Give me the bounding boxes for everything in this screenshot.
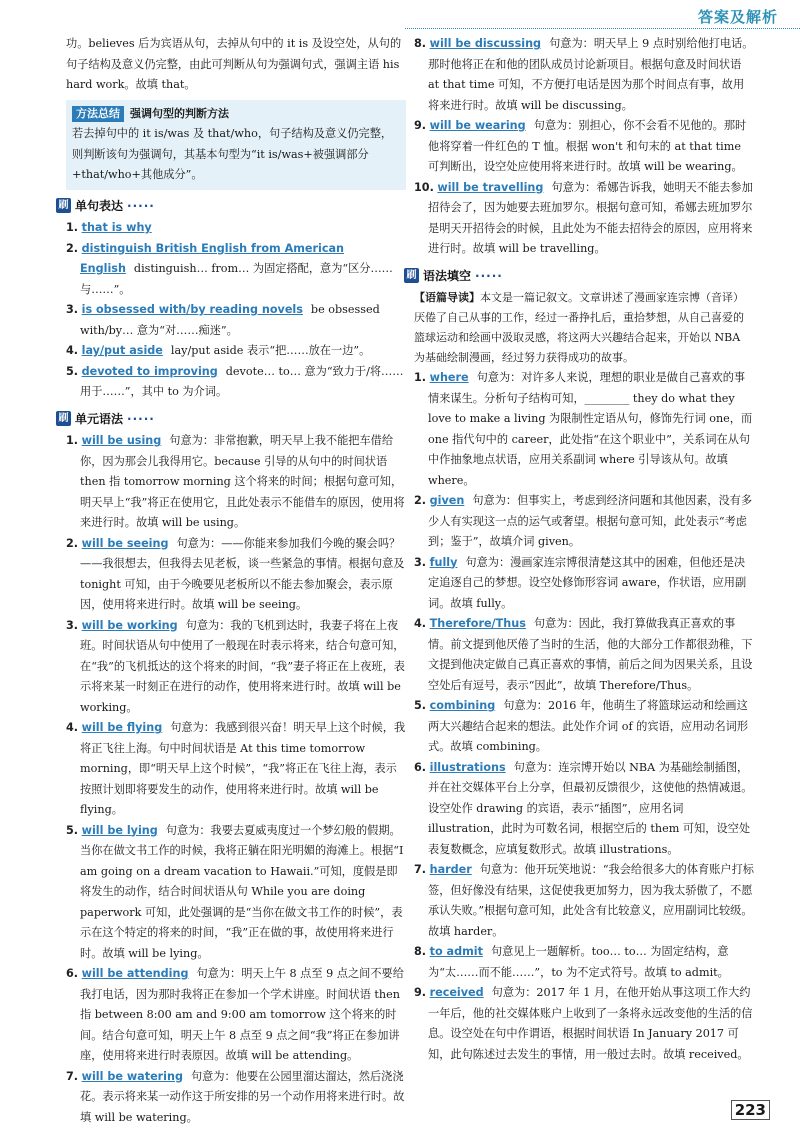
section-badge: 刷 [56,198,71,213]
item-number: 7. [66,1069,79,1083]
answer-text: that is why [81,221,152,234]
header-divider [405,28,800,29]
explanation-text: 句意见上一题解析。too… to… 为固定结构，意为“太……而不能……”，to 为不定式符号。故填 to admit。 [428,945,729,979]
right-column [406,34,754,1065]
answer-text: will be travelling [437,180,544,194]
left-column [58,34,406,1128]
answer-item [414,34,754,116]
item-number: 6. [414,760,427,774]
item-number: 2. [414,494,427,507]
answer-text: combining [429,699,496,712]
item-number: 4. [414,617,427,630]
item-number: 3. [66,618,79,632]
explanation-text: 句意为：2016 年，他萌生了将篮球运动和绘画这两大兴趣结合起来的想法。此处作介词 of 的宾语，应用动名词形式。故填 combining。 [428,699,749,753]
answer-item [414,368,754,491]
answer-text: received [429,986,484,999]
answer-item [66,718,406,821]
answer-text: illustrations [429,760,506,774]
explanation-text: 句意为：我要去夏威夷度过一个梦幻般的假期。当你在做文书工作的时候，我将正躺在阳光明媚的海滩上。根据“I am going on a dream vacation to Hawaii.”可知，度假是即将发生的动作，结合时间状语从句 While you are doing paperwork 可知，此处强调的是“当你在做文书工作的时候”，表示在这个特定的将来的时间，“我”正在做的事，故使用将来进行时。故填 will be lying。 [80,823,404,960]
answer-item [414,614,754,696]
answer-item [414,942,754,983]
item-number: 7. [414,863,427,876]
tip-box [66,100,406,190]
item-number: 5. [66,364,79,378]
unit-grammar-list-cont [414,34,754,260]
unit-grammar-list [66,431,406,1128]
explanation-text: 句意为：2017 年 1 月，在他开始从事这项工作大约一年后，他的社交媒体账户上收到了一条将永远改变他的生活的信息。设空处在句中作谓语，根据时间状语 In January 2017 可知，此句陈述过去发生的事情，用一般过去时。故填 received。 [428,986,753,1061]
item-number: 8. [414,945,427,958]
answer-item [66,821,406,965]
answer-text: harder [429,863,472,876]
answer-text: devoted to improving [81,364,218,378]
answer-text: will be wearing [429,119,526,132]
dots-decoration: ····· [475,268,503,283]
answer-item [66,1067,406,1129]
guide-text: 本文是一篇记叙文。文章讲述了漫画家连宗博（音译）厌倦了自己从事的工作，经过一番挣扎后，重拾梦想，从自己喜爱的篮球运动和绘画中汲取灵感，将这两大兴趣结合起来，开始以 NBA 为基础绘制漫画，经过努力获得成功的故事。 [414,291,744,364]
answer-text: where [429,371,469,384]
item-number: 3. [414,555,427,569]
answer-item [414,696,754,758]
explanation-text: lay/put aside 表示“把……放在一边”。 [170,344,371,357]
answer-text: will be watering [81,1069,183,1083]
answer-text: will be discussing [429,37,542,50]
answer-item [414,758,754,861]
item-number: 5. [414,699,427,712]
explanation-text: 句意为：但事实上，考虑到经济问题和其他因素，没有多少人有实现这一点的运气或奢望。根据句意可知，此处表示“考虑到；鉴于”，故填介词 given。 [428,494,753,548]
item-number: 8. [414,37,427,50]
item-number: 2. [66,536,79,550]
answer-text: is obsessed with/by reading novels [81,303,303,316]
answer-item [66,534,406,616]
section-single-sentence [56,196,406,217]
explanation-text: 句意为：——你能来参加我们今晚的聚会吗？——我很想去，但我得去见老板，谈一些紧急的事情。根据句意及 tonight 可知，由于今晚要见老板所以不能去参加聚会，表示原因，使用将来进行时。故填 will be seeing。 [80,536,405,611]
section-badge: 刷 [56,411,71,426]
explanation-text: 句意为：非常抱歉，明天早上我不能把车借给你，因为那会儿我得用它。because 引导的从句中的时间状语 then 指 tomorrow morning 这个将来的时间；根据句意可知，明天早上“我”将正在使用它，且此处表示不能借车的原因，使用将来进行时。故填 will be using。 [80,434,405,529]
tip-title: 强调句型的判断方法 [130,106,229,120]
answer-item [414,983,754,1065]
answer-item [66,239,406,301]
explanation-text: 句意为：因此，我打算做我真正喜欢的事情。前文提到他厌倦了当时的生活，他的大部分工作都很劲稚，下文提到他决定做自己真正喜欢的事情，前后之间为因果关系，且设空处后有逗号，表示“因此”，故填 Therefore/Thus。 [428,617,753,692]
item-number: 1. [414,371,427,384]
section-header: 答案及解析 [697,8,778,26]
answer-item [66,300,406,341]
item-number: 1. [66,434,79,447]
answer-item [414,178,754,260]
tip-body: 若去掉句中的 it is/was 及 that/who，句子结构及意义仍完整，则判断该句为强调句，其基本句型为“it is/was+被强调部分+that/who+其他成分”。 [72,127,393,181]
answer-item [66,218,406,239]
explanation-text: 句意为：他要在公园里溜达溜达，然后浇浇花。表示将来某一动作这于所安排的另一个动作用将来进行时。故填 will be watering。 [80,1069,405,1124]
item-number: 9. [414,119,427,132]
item-number: 4. [66,721,79,734]
answer-text: given [429,494,465,507]
section-title: 语法填空 [423,268,472,283]
answer-item [66,431,406,534]
answer-text: will be lying [81,823,158,837]
answer-text: will be attending [81,967,189,980]
answer-text: will be using [81,434,162,447]
answer-text: will be seeing [81,536,169,550]
explanation-text: 句意为：我的飞机到达时，我妻子将在上夜班。时间状语从句中使用了一般现在时表示将来，结合句意可知，在“我”的飞机抵达的这个将来的时间，“我”妻子将正在上夜班，表示将来某一时刻正在进行的动作，使用将来进行时。故填 will be working。 [80,618,405,714]
item-number: 1. [66,221,79,234]
section-grammar-fill [404,266,754,287]
item-number: 6. [66,967,79,980]
answer-text: distinguish British English from American English [80,241,344,275]
explanation-text: 句意为：希娜告诉我，她明天不能去参加招待会了，因为她要去班加罗尔。根据句意可知，希娜去班加罗尔是明天开招待会的时候，且此处为不能去招待会的原因，应用将来进行时。故填 will be travelling。 [428,180,753,255]
single-sentence-list [66,218,406,403]
section-title: 单元语法 [75,411,124,426]
section-unit-grammar [56,409,406,430]
explanation-text: 句意为：明天早上 9 点时别给他打电话。那时他将正在和他的团队成员讨论新项目。根据句意及时间状语 at that time 可知，不方便打电话是因为那个时间点有事，故用将来进行时。故填 will be discussing。 [428,37,754,112]
item-number: 10. [414,180,434,194]
answer-text: will be flying [81,721,163,734]
answer-item [66,362,406,403]
dots-decoration: ····· [127,198,155,213]
section-badge: 刷 [404,268,419,283]
explanation-text: 句意为：别担心，你不会看不见他的。那时他将穿着一件红色的 T 恤。根据 won't 和句末的 at that time 可判断出，设空处应使用将来进行时。故填 will be wearing。 [428,119,747,173]
item-number: 4. [66,344,79,357]
answer-item [414,553,754,615]
answer-item [414,116,754,178]
answer-text: to admit [429,945,483,958]
intro-paragraph: 功。believes 后为宾语从句，去掉从句中的 it is 及设空处，从句的句子结构及意义仍完整，由此可判断从句为强调句式，强调主语 his hard work。故填 that。 [66,37,402,91]
tip-label: 方法总结 [72,106,124,122]
answer-text: fully [429,555,458,569]
answer-text: Therefore/Thus [429,617,526,630]
answer-text: lay/put aside [81,344,163,357]
explanation-text: 句意为：我感到很兴奋！明天早上这个时候，我将正飞往上海。句中时间状语是 At this time tomorrow morning，即“明天早上这个时候”，“我”将正在飞往上海，表示按照计划即将要发生的动作，使用将来进行时。故填 will be flying。 [80,721,406,816]
explanation-text: distinguish… from… 为固定搭配，意为“区分……与……”。 [80,262,393,296]
answer-item [66,341,406,362]
section-title: 单句表达 [75,198,124,213]
answer-item [414,491,754,553]
explanation-text: devote… to… 意为“致力于/将……用于……”，其中 to 为介词。 [80,364,404,398]
guide-label: 【语篇导读】 [414,291,480,304]
item-number: 9. [414,986,427,999]
page-number: 223 [731,1100,770,1120]
reading-guide [414,288,754,368]
answer-text: will be working [81,618,178,632]
explanation-text: 句意为：漫画家连宗博很清楚这其中的困难，但他还是决定追逐自己的梦想。设空处修饰形容词 aware，作状语，应用副词。故填 fully。 [428,555,747,610]
dots-decoration: ····· [127,411,155,426]
explanation-text: 句意为：连宗博开始以 NBA 为基础绘制插图，并在社交媒体平台上分享，但最初反馈很少，这使他的热情减退。设空处作 drawing 的宾语，表示“插图”，应用名词 illustration，此时为可数名词，根据空后的 them 可知，设空处表复数概念，应填复数形式。故填 illustrations。 [428,760,753,856]
answer-item [66,964,406,1067]
answer-item [414,860,754,942]
explanation-text: 句意为：明天上午 8 点至 9 点之间不要给我打电话，因为那时我将正在参加一个学术讲座。时间状语 then 指 between 8:00 am and 9:00 am tomorrow 这个将来的时间。结合句意可知，明天上午 8 点至 9 点之间“我”将正在参加讲座，使用将来进行时表原因。故填 will be attending。 [80,967,404,1062]
explanation-text: 句意为：对许多人来说，理想的职业是做自己喜欢的事情来谋生。分析句子结构可知，________ they do what they love to make a living 为限制性定语从句，修饰先行词 one，而 one 指代句中的 career，此处指“在这个职业中”，关系词在从句中作抽象地点状语，应用关系副词 where 引导该从句。故填 where。 [428,371,753,487]
grammar-fill-list [414,368,754,1065]
item-number: 5. [66,823,79,837]
explanation-text: be obsessed with/by… 意为“对……痴迷”。 [80,303,380,337]
explanation-text: 句意为：他开玩笑地说：“我会给很多大的体育账户打标签，但好像没有结果，这促使我更加努力，因为我太骄傲了，不愿承认失败。”根据句意可知，此处含有比较意义，应用副词比较级。故填 harder。 [428,863,754,938]
answer-item [66,616,406,719]
item-number: 3. [66,303,79,316]
item-number: 2. [66,241,79,255]
